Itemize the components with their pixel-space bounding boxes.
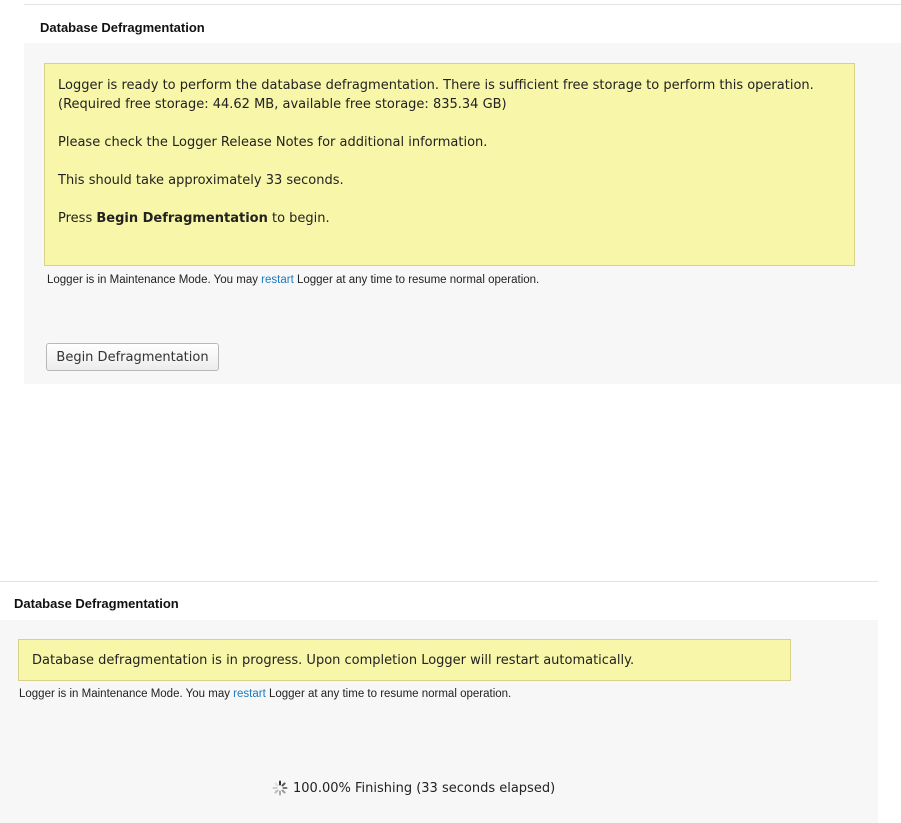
maintenance-mode-message <box>47 274 539 286</box>
maintenance-suffix: Logger at any time to resume normal operation. <box>265 688 512 700</box>
restart-link[interactable]: restart <box>261 274 294 286</box>
instruction-prefix: Press <box>58 211 97 226</box>
begin-defragmentation-button[interactable]: Begin Defragmentation <box>46 343 219 371</box>
defrag-ready-notice <box>44 63 855 266</box>
restart-link[interactable]: restart <box>233 688 266 700</box>
instruction-action-name: Begin Defragmentation <box>96 211 268 226</box>
notice-line-duration: This should take approximately 33 seconds. <box>58 173 344 188</box>
spinner-icon <box>272 780 288 796</box>
panel-title: Database Defragmentation <box>40 20 205 35</box>
panel-title: Database Defragmentation <box>14 596 179 611</box>
progress-text: 100.00% Finishing (33 seconds elapsed) <box>293 780 556 796</box>
defrag-progress-status <box>272 780 555 796</box>
defrag-ready-panel <box>24 4 901 384</box>
maintenance-suffix: Logger at any time to resume normal operation. <box>293 274 540 286</box>
notice-line-instruction <box>58 209 854 228</box>
notice-line-release-notes: Please check the Logger Release Notes for additional information. <box>58 135 488 150</box>
maintenance-prefix: Logger is in Maintenance Mode. You may <box>47 274 262 286</box>
progress-notice-text: Database defragmentation is in progress. Upon completion Logger will restart automatically. <box>32 653 635 668</box>
maintenance-mode-message <box>19 688 511 700</box>
instruction-suffix: to begin. <box>267 211 330 226</box>
notice-line-ready: Logger is ready to perform the database defragmentation. There is sufficient free storage to perform this operation. <box>58 78 814 93</box>
maintenance-prefix: Logger is in Maintenance Mode. You may <box>19 688 234 700</box>
notice-line-storage: (Required free storage: 44.62 MB, available free storage: 835.34 GB) <box>58 97 507 112</box>
defrag-progress-notice <box>18 639 791 681</box>
defrag-progress-panel <box>0 581 878 823</box>
